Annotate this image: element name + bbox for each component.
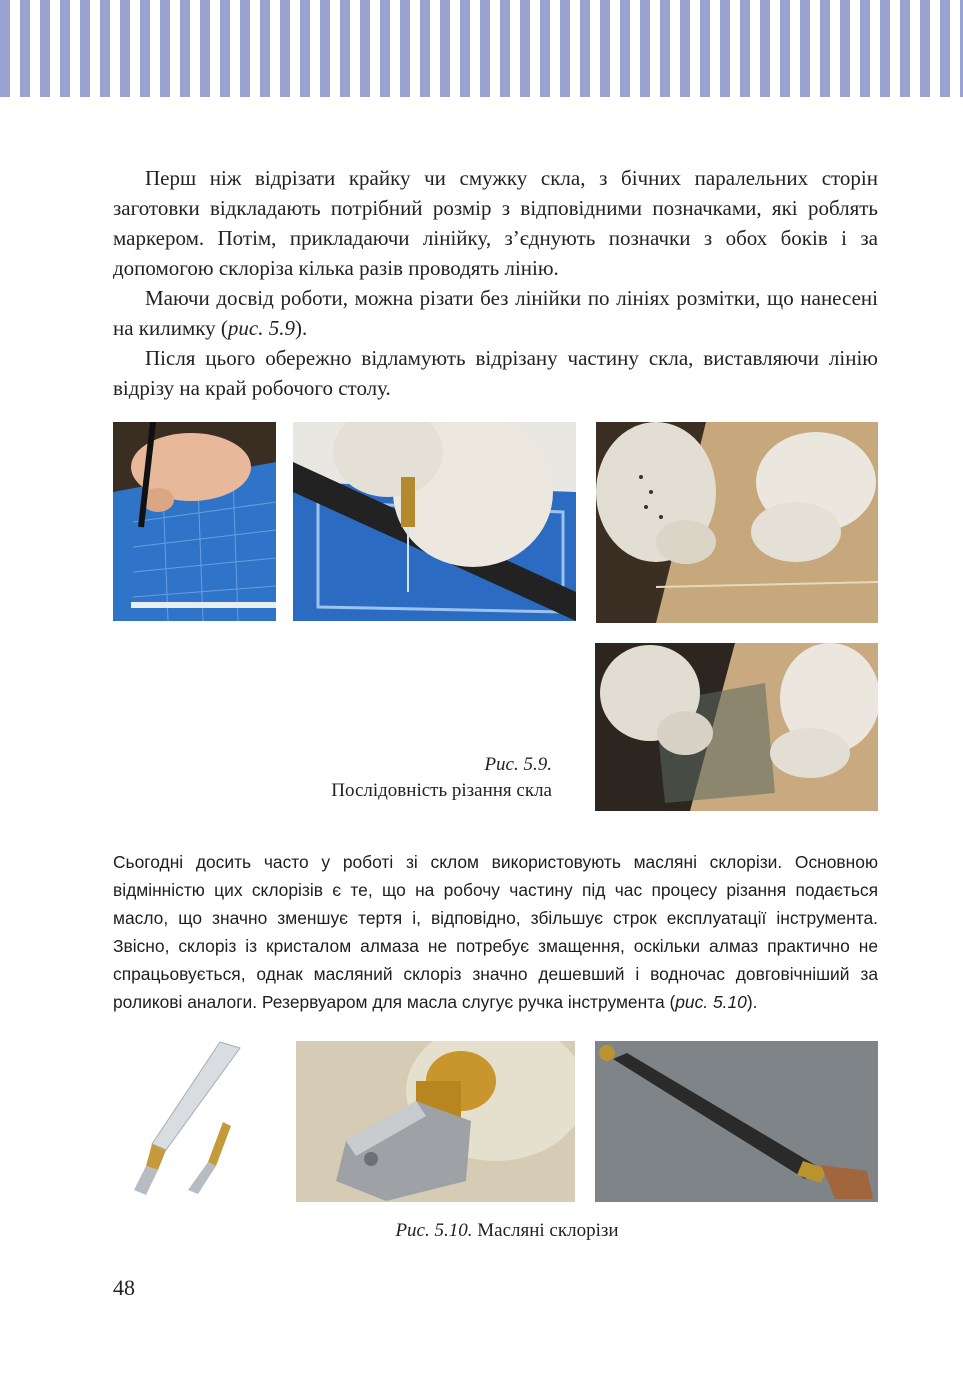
cutter-head-closeup-photo [296, 1041, 575, 1202]
figure-ref-5-10: рис. 5.10 [675, 992, 747, 1012]
figure-5-10-caption [296, 1218, 718, 1244]
page-number: 48 [113, 1275, 135, 1300]
figure-5-10-text: Масляні склорізи [477, 1220, 619, 1241]
paragraph-3: Після цього обережно відламують відрізану частину скла, виставляючи лінію відрізу на край робочого столу. [113, 346, 878, 400]
paragraph-1: Перш ніж відрізати крайку чи смужку скла, з бічних паралельних сторін заготовки відкладають потрібний розмір з відповідними позначками, які роблять маркером. Потім, прикладаючи лінійку, з’єднують позначки з обох боків і за допомогою склоріза кілька разів проводять лінію. [113, 166, 878, 280]
figure-5-9-label: Рис. 5.9. [484, 754, 552, 775]
figure-5-10-label: Рис. 5.10. [395, 1220, 473, 1241]
black-handle-cutter-photo [595, 1041, 878, 1202]
figure-5-9-caption [300, 752, 552, 804]
paragraph-2: Маючи досвід роботи, можна різати без лінійки по лініях розмітки, що нанесені на килимку (рис. 5.9). [113, 286, 878, 340]
gloved-hands-glass-photo [596, 422, 878, 623]
breaking-glass-photo [595, 643, 878, 811]
note-paragraph: Сьогодні досить часто у роботі зі склом використовують масляні склорізи. Основною відмінністю цих склорізів є те, що на робочу частину під час процесу різання подається масло, що значно зменшує тертя і, відповідно, збільшує строк експлуатації інструмента. Звісно, склоріз із кристалом алмаза не потребує змащення, оскільки алмаз практично не спрацьовується, однак масляний склоріз значно дешевший і водночас довговічніший за роликові аналоги. Резервуаром для масла слугує ручка інструмента (рис. 5.10). [113, 852, 878, 1012]
header-stripes [0, 0, 963, 97]
marker-on-cutting-mat-photo [113, 422, 276, 621]
glass-cutter-with-ruler-photo [293, 422, 576, 621]
figure-ref: рис. 5.9 [227, 316, 295, 340]
figure-5-9-text: Послідовність різання скла [331, 780, 552, 801]
oil-glass-cutters-photo [128, 1040, 243, 1198]
